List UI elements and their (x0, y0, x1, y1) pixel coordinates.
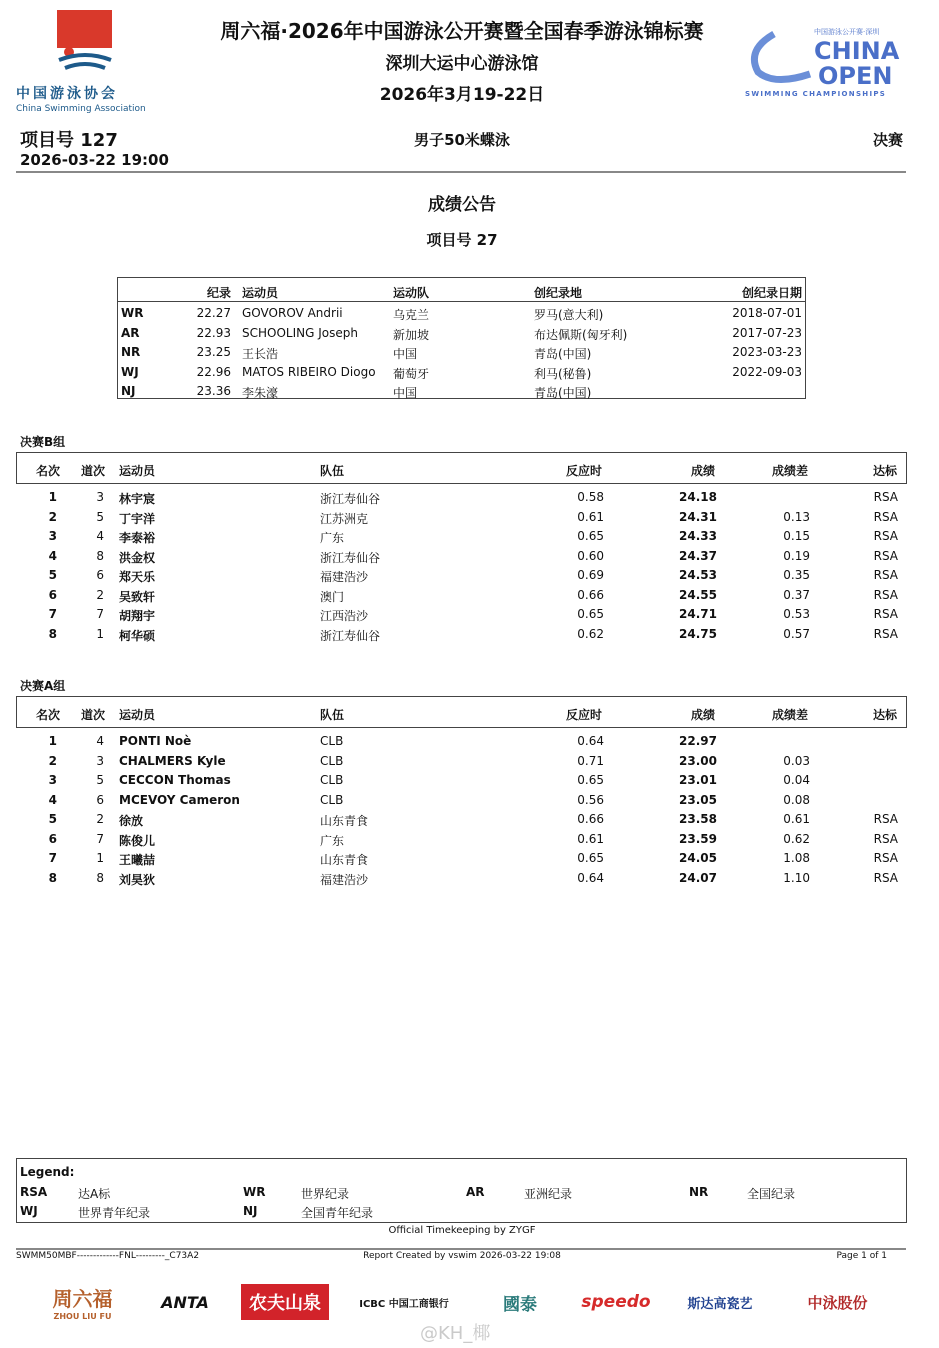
lane: 4 (96, 734, 104, 748)
rank: 3 (48, 529, 57, 543)
athlete: 李泰裕 (119, 531, 156, 545)
record-date: 2023-03-23 (732, 345, 802, 359)
athlete: 王曦喆 (119, 853, 156, 867)
time-behind: 1.10 (783, 870, 810, 885)
record-time: 22.96 (196, 364, 231, 379)
sponsor-anta-text: ANTA (161, 1292, 209, 1312)
swimmer-wave-icon (57, 46, 113, 76)
rank: 1 (48, 490, 57, 504)
col-athlete: 运动员 (242, 286, 279, 300)
result-row (16, 849, 907, 868)
record-row (118, 363, 805, 382)
col-record: 纪录 (206, 286, 231, 300)
sponsor-zhouliufu-en: ZHOU LIU FU (53, 1312, 112, 1321)
competition-title: 周六福·2026年中国游泳公开赛暨全国春季游泳锦标赛 (220, 19, 704, 43)
team: CLB (320, 792, 344, 807)
record-athlete: MATOS RIBEIRO Diogo (242, 364, 376, 379)
reaction-time: 0.60 (577, 548, 604, 563)
rank: 4 (48, 792, 57, 807)
athlete: 刘昊狄 (119, 872, 156, 887)
athlete: 徐放 (119, 814, 144, 828)
record-row (118, 382, 805, 401)
record-code: AR (121, 325, 140, 340)
qualification: RSA (873, 831, 898, 846)
record-team: 葡萄牙 (393, 366, 430, 381)
record-time: 22.93 (196, 325, 231, 340)
legend-code: AR (466, 1185, 485, 1199)
rank: 8 (48, 870, 57, 885)
result: 24.75 (679, 626, 717, 641)
record-date: 2022-09-03 (732, 364, 802, 379)
event-phase: 决赛 (872, 131, 903, 149)
legend-title: Legend: (20, 1165, 75, 1179)
lane: 8 (96, 548, 104, 563)
reaction-time: 0.58 (577, 490, 604, 504)
record-athlete: 李朱濠 (242, 386, 279, 400)
time-behind: 0.19 (783, 548, 810, 563)
record-athlete: 王长浩 (242, 347, 279, 361)
qualification: RSA (873, 548, 898, 563)
result-row (16, 605, 907, 624)
athlete: CHALMERS Kyle (119, 753, 226, 768)
team: 澳门 (320, 589, 345, 604)
venue: 深圳大运中心游泳馆 (385, 54, 539, 74)
result-row (16, 586, 907, 605)
logo-red-block (57, 10, 112, 48)
time-behind: 0.15 (783, 529, 810, 543)
record-code: WJ (121, 364, 139, 379)
event-number: 项目号 127 (20, 130, 118, 151)
athlete: 洪金权 (119, 550, 156, 565)
result-row (16, 527, 907, 546)
result-row (16, 547, 907, 566)
rank: 5 (48, 812, 57, 826)
team: 山东青食 (320, 853, 369, 867)
results-table (16, 696, 907, 893)
sponsor-cathay (480, 1282, 560, 1322)
team: 浙江寿仙谷 (320, 492, 381, 506)
lane: 5 (96, 773, 104, 787)
qualification: RSA (873, 851, 898, 865)
col-reaction-time: 反应时 (565, 464, 602, 478)
records-header (118, 282, 805, 302)
reaction-time: 0.66 (577, 812, 604, 826)
result: 24.33 (679, 529, 717, 543)
record-time: 23.36 (196, 384, 231, 398)
group-label: 决赛B组 (20, 435, 66, 449)
record-place: 青岛(中国) (534, 386, 592, 400)
sponsor-zhongyong (790, 1282, 885, 1322)
rank: 4 (48, 548, 57, 563)
sponsor-anta (150, 1282, 220, 1322)
result-row (16, 791, 907, 810)
legend-desc: 全国青年纪录 (301, 1206, 374, 1220)
col-lane: 道次 (81, 464, 106, 478)
reaction-time: 0.71 (577, 753, 604, 768)
col-athlete: 运动员 (119, 708, 156, 722)
watermark: @KH_椰 (420, 1323, 491, 1344)
team: 浙江寿仙谷 (320, 628, 381, 643)
col-result: 成绩 (690, 464, 715, 478)
group-label: 决赛A组 (20, 679, 66, 693)
result-row (16, 830, 907, 849)
footer-divider (16, 1248, 906, 1250)
results-header (16, 696, 907, 728)
sponsor-cathay-text: 國泰 (503, 1294, 537, 1315)
reaction-time: 0.66 (577, 587, 604, 602)
athlete: 郑天乐 (119, 570, 156, 584)
legend-desc: 达A标 (78, 1187, 111, 1201)
record-date: 2018-07-01 (732, 306, 802, 320)
col-result: 成绩 (690, 708, 715, 722)
lane: 7 (96, 831, 104, 846)
record-time: 22.27 (196, 306, 231, 320)
logo-en-text: China Swimming Association (16, 104, 146, 114)
qualification: RSA (873, 626, 898, 641)
rank: 5 (48, 568, 57, 582)
record-team: 新加坡 (393, 327, 430, 342)
reaction-time: 0.62 (577, 626, 604, 641)
result: 24.53 (679, 568, 717, 582)
sponsor-zhongyong-text: 中泳股份 (807, 1293, 868, 1312)
time-behind: 0.08 (783, 792, 810, 807)
lane: 1 (96, 626, 104, 641)
rank: 2 (48, 753, 57, 768)
rank: 7 (48, 851, 57, 865)
result-row (16, 732, 907, 751)
event-name: 男子50米蝶泳 (414, 131, 510, 149)
col-team: 运动队 (393, 286, 430, 300)
record-team: 中国 (393, 347, 418, 361)
report-created: Report Created by vswim 2026-03-22 19:08 (363, 1251, 561, 1261)
athlete: 陈俊儿 (119, 833, 156, 848)
logo-sub: SWIMMING CHAMPIONSHIPS (745, 90, 887, 98)
legend-code: WR (243, 1185, 266, 1199)
qualification: RSA (873, 529, 898, 543)
time-behind: 0.62 (783, 831, 810, 846)
col-qualification: 达标 (872, 708, 897, 722)
lane: 5 (96, 509, 104, 524)
reaction-time: 0.65 (577, 773, 604, 787)
qualification: RSA (873, 509, 898, 524)
legend-desc: 亚洲纪录 (524, 1187, 573, 1201)
team: 广东 (320, 531, 345, 545)
result: 24.18 (679, 490, 717, 504)
result-row (16, 488, 907, 507)
sponsor-nongfu-text: 农夫山泉 (249, 1293, 321, 1314)
reaction-time: 0.69 (577, 568, 604, 582)
qualification: RSA (873, 490, 898, 504)
result-row (16, 771, 907, 790)
time-behind: 0.57 (783, 626, 810, 641)
rank: 3 (48, 773, 57, 787)
result: 23.59 (679, 831, 717, 846)
team: 福建浩沙 (320, 872, 369, 887)
rank: 7 (48, 607, 57, 621)
page-number: Page 1 of 1 (836, 1251, 887, 1261)
time-behind: 0.53 (783, 607, 810, 621)
qualification: RSA (873, 812, 898, 826)
col-team: 队伍 (320, 708, 345, 722)
record-date: 2017-07-23 (732, 325, 802, 340)
qualification: RSA (873, 870, 898, 885)
result: 22.97 (679, 734, 717, 748)
team: 山东青食 (320, 814, 369, 828)
qualification: RSA (873, 568, 898, 582)
legend-desc: 世界纪录 (301, 1187, 350, 1201)
qualification: RSA (873, 587, 898, 602)
rank: 1 (48, 734, 57, 748)
legend-code: NR (689, 1185, 709, 1199)
legend-box (16, 1158, 907, 1223)
record-place: 罗马(意大利) (534, 308, 604, 322)
athlete: 林宇宸 (119, 492, 156, 506)
event-datetime: 2026-03-22 19:00 (20, 151, 169, 169)
time-behind: 1.08 (783, 851, 810, 865)
record-team: 中国 (393, 386, 418, 400)
lane: 6 (96, 568, 104, 582)
reaction-time: 0.65 (577, 607, 604, 621)
result: 23.00 (679, 753, 717, 768)
results-table (16, 452, 907, 649)
result: 23.58 (679, 812, 717, 826)
result: 24.07 (679, 870, 717, 885)
record-code: NR (121, 345, 141, 359)
reaction-time: 0.64 (577, 870, 604, 885)
reaction-time: 0.65 (577, 851, 604, 865)
logo-open: OPEN (818, 62, 893, 90)
legend-desc: 世界青年纪录 (78, 1206, 151, 1220)
result: 23.05 (679, 792, 717, 807)
record-place: 利马(秘鲁) (534, 366, 592, 381)
sponsor-nongfu (241, 1284, 329, 1320)
reaction-time: 0.56 (577, 792, 604, 807)
report-title: 成绩公告 (428, 195, 496, 215)
record-athlete: SCHOOLING Joseph (242, 325, 358, 340)
rank: 2 (48, 509, 57, 524)
athlete: CECCON Thomas (119, 773, 231, 787)
dates: 2026年3月19-22日 (379, 85, 545, 105)
report-code: SWMM50MBF-------------FNL---------_C73A2 (16, 1251, 200, 1261)
rank: 6 (48, 831, 57, 846)
athlete: MCEVOY Cameron (119, 792, 240, 807)
sponsor-icbc-text: ICBC 中国工商银行 (359, 1298, 449, 1310)
team: 江苏洲克 (320, 511, 369, 526)
record-place: 青岛(中国) (534, 347, 592, 361)
col-reaction-time: 反应时 (565, 708, 602, 722)
records-table (117, 277, 806, 399)
athlete: 柯华硕 (119, 628, 156, 643)
col-time-behind: 成绩差 (771, 708, 808, 722)
col-rank: 名次 (36, 708, 61, 722)
result-row (16, 566, 907, 585)
time-behind: 0.03 (783, 753, 810, 768)
reaction-time: 0.65 (577, 529, 604, 543)
lane: 3 (96, 490, 104, 504)
time-behind: 0.13 (783, 509, 810, 524)
legend-code: WJ (20, 1204, 38, 1218)
col-rank: 名次 (36, 464, 61, 478)
record-row (118, 304, 805, 323)
time-behind: 0.35 (783, 568, 810, 582)
record-row (118, 343, 805, 362)
col-time-behind: 成绩差 (771, 464, 808, 478)
result: 24.37 (679, 548, 717, 563)
wave-icon (744, 30, 814, 85)
result-row (16, 625, 907, 644)
report-subtitle: 项目号 27 (426, 231, 498, 249)
sponsor-sida-text: 斯达高瓷艺 (687, 1296, 753, 1312)
result: 24.55 (679, 587, 717, 602)
result: 24.71 (679, 607, 717, 621)
record-team: 乌克兰 (393, 308, 430, 322)
athlete: PONTI Noè (119, 734, 192, 748)
record-code: WR (121, 306, 144, 320)
athlete: 丁宇洋 (119, 511, 156, 526)
sponsor-speedo (580, 1282, 652, 1322)
reaction-time: 0.61 (577, 509, 604, 524)
logo-cn-text: 中国游泳协会 (16, 86, 118, 102)
team: CLB (320, 773, 344, 787)
team: 江西浩沙 (320, 609, 369, 623)
reaction-time: 0.64 (577, 734, 604, 748)
col-athlete: 运动员 (119, 464, 156, 478)
lane: 6 (96, 792, 104, 807)
result: 24.31 (679, 509, 717, 524)
result-row (16, 869, 907, 888)
lane: 7 (96, 607, 104, 621)
legend-code: NJ (243, 1204, 258, 1218)
lane: 2 (96, 812, 104, 826)
logo-top-text: 中国游泳公开赛·深圳 (814, 28, 880, 36)
time-behind: 0.61 (783, 812, 810, 826)
lane: 2 (96, 587, 104, 602)
sponsor-sida (672, 1282, 768, 1322)
sponsor-zhouliufu (40, 1282, 125, 1322)
team: CLB (320, 753, 344, 768)
col-team: 队伍 (320, 464, 345, 478)
divider (16, 171, 906, 173)
result-row (16, 752, 907, 771)
athlete: 胡翔宇 (119, 609, 156, 623)
team: 浙江寿仙谷 (320, 550, 381, 565)
col-date: 创纪录日期 (741, 286, 802, 300)
time-behind: 0.04 (783, 773, 810, 787)
record-row (118, 324, 805, 343)
lane: 1 (96, 851, 104, 865)
rank: 8 (48, 626, 57, 641)
record-time: 23.25 (196, 345, 231, 359)
time-behind: 0.37 (783, 587, 810, 602)
result-row (16, 508, 907, 527)
team: CLB (320, 734, 344, 748)
logo-china: CHINA (814, 37, 900, 65)
record-place: 布达佩斯(匈牙利) (534, 327, 628, 342)
lane: 8 (96, 870, 104, 885)
lane: 3 (96, 753, 104, 768)
qualification: RSA (873, 607, 898, 621)
sponsor-zhouliufu-cn: 周六福 (52, 1287, 113, 1311)
athlete: 吴致轩 (119, 589, 156, 604)
reaction-time: 0.61 (577, 831, 604, 846)
legend-desc: 全国纪录 (747, 1187, 796, 1201)
result: 24.05 (679, 851, 717, 865)
team: 福建浩沙 (320, 570, 369, 584)
timekeeping: Official Timekeeping by ZYGF (388, 1225, 536, 1236)
col-place: 创纪录地 (534, 286, 583, 300)
result: 23.01 (679, 773, 717, 787)
col-lane: 道次 (81, 708, 106, 722)
team: 广东 (320, 833, 345, 848)
col-qualification: 达标 (872, 464, 897, 478)
results-header (16, 452, 907, 484)
sponsor-icbc (348, 1282, 460, 1322)
legend-code: RSA (20, 1185, 48, 1199)
sponsor-speedo-text: speedo (581, 1292, 651, 1312)
result-row (16, 810, 907, 829)
record-code: NJ (121, 384, 136, 398)
record-athlete: GOVOROV Andrii (242, 306, 343, 320)
lane: 4 (96, 529, 104, 543)
rank: 6 (48, 587, 57, 602)
